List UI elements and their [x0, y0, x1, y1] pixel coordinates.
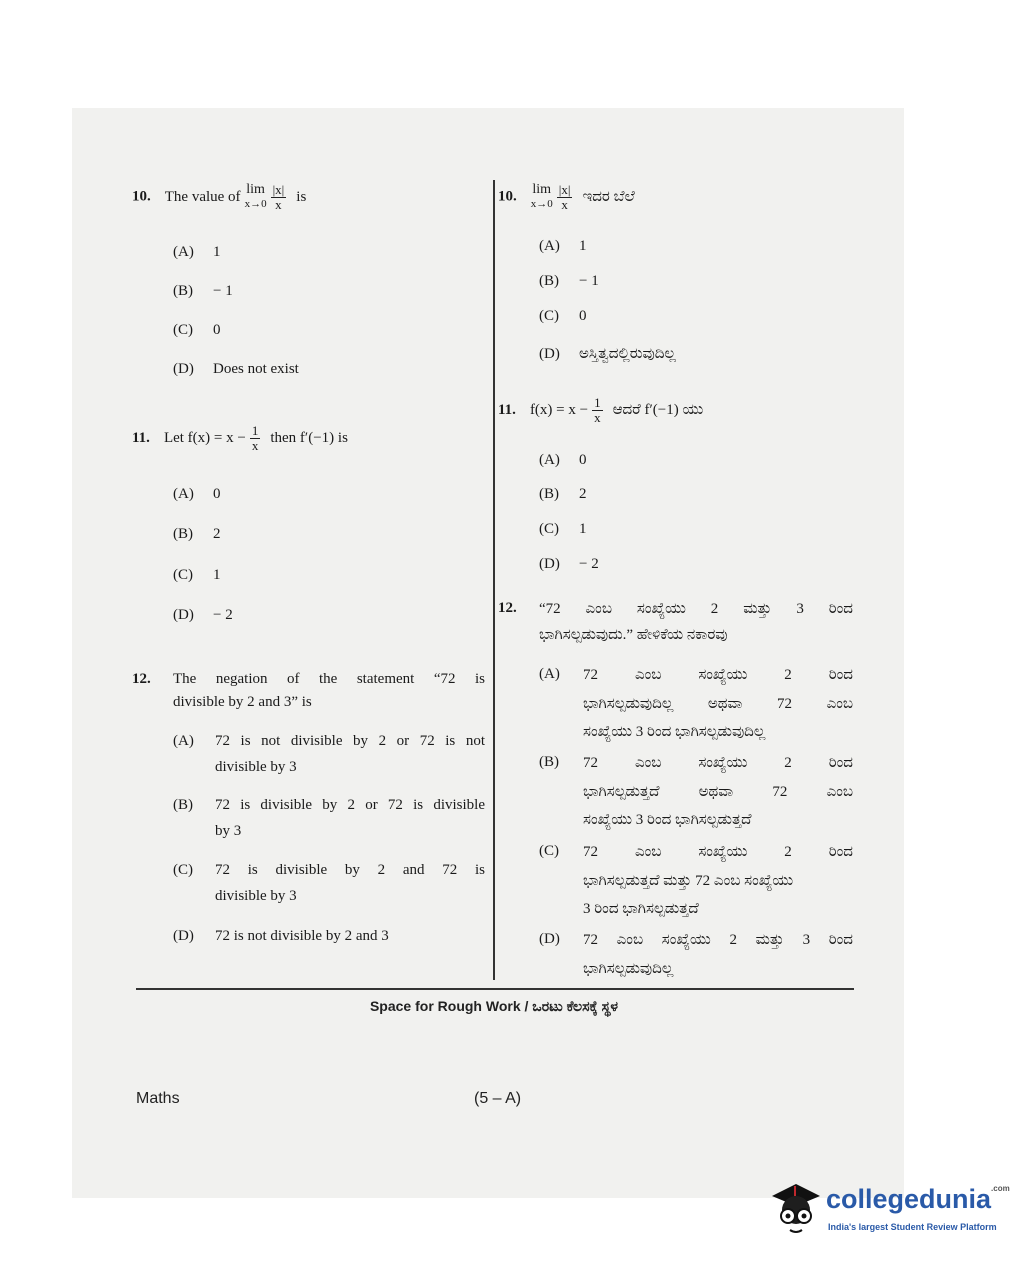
right-q12-text-line1: “72 ಎಂಬ ಸಂಖ್ಯೆಯು 2 ಮತ್ತು 3 ರಿಂದ	[539, 601, 853, 617]
subject-label: Maths	[136, 1090, 180, 1107]
option-label: (D)	[539, 931, 560, 947]
option-label: (A)	[539, 238, 560, 254]
option-text: 1	[213, 567, 221, 583]
option-text-line2: divisible by 3	[215, 888, 297, 904]
option-label: (B)	[539, 273, 559, 289]
fraction-denominator: x	[594, 410, 601, 425]
brand-name	[826, 1184, 1010, 1215]
option-label: (B)	[539, 486, 559, 502]
option-text: − 2	[213, 607, 233, 623]
question-number: 10.	[132, 188, 151, 205]
right-q11-option-a[interactable]	[539, 452, 587, 469]
lim-sub: x→0	[244, 198, 267, 210]
fraction-numerator: |x|	[272, 181, 285, 197]
fraction-numerator: |x|	[558, 181, 571, 197]
fraction-denominator: x	[275, 196, 282, 212]
lim-label: lim	[532, 182, 552, 197]
option-label: (D)	[173, 607, 194, 623]
left-q12-number: 12.	[132, 671, 151, 687]
option-text: 1	[579, 521, 587, 537]
left-q10-option-d[interactable]	[173, 361, 299, 378]
left-q11-option-a[interactable]	[173, 486, 221, 503]
option-text: − 1	[213, 283, 233, 299]
option-text: 0	[213, 322, 221, 338]
option-label: (A)	[173, 244, 194, 260]
option-label: (C)	[539, 308, 559, 324]
option-label: (C)	[173, 862, 193, 878]
option-text-line3: 3 ರಿಂದ ಭಾಗಿಸಲ್ಪಡುತ್ತದೆ	[583, 901, 699, 917]
option-text-line1: 72 ಎಂಬ ಸಂಖ್ಯೆಯು 2 ರಿಂದ	[583, 755, 853, 771]
option-label: (D)	[173, 928, 194, 944]
left-q10-stem	[132, 182, 306, 212]
fraction-denominator: x	[251, 438, 259, 453]
option-label: (B)	[173, 283, 193, 299]
left-q11-stem	[132, 424, 348, 453]
fraction	[250, 424, 261, 453]
option-text: 2	[579, 486, 587, 502]
option-text-line1: 72 ಎಂಬ ಸಂಖ್ಯೆಯು 2 ಮತ್ತು 3 ರಿಂದ	[583, 932, 853, 948]
option-label: (D)	[539, 346, 560, 362]
lim-label: lim	[246, 182, 265, 197]
option-text-line2: ಭಾಗಿಸಲ್ಪಡುವುದಿಲ್ಲ	[583, 961, 674, 977]
fraction	[592, 396, 603, 425]
right-q10-option-a[interactable]	[539, 238, 587, 255]
left-q10-option-a[interactable]	[173, 244, 221, 261]
fraction	[557, 183, 573, 212]
question-text: The value of	[164, 188, 241, 205]
fraction-numerator: 1	[594, 395, 601, 410]
option-text-line1: 72 is not divisible by 2 or 72 is not	[215, 733, 485, 749]
left-q10-option-b[interactable]	[173, 283, 233, 300]
option-label: (A)	[173, 486, 194, 502]
left-q11-option-d[interactable]	[173, 607, 233, 624]
right-q10-stem	[498, 182, 635, 212]
option-label: (A)	[539, 666, 560, 682]
option-label: (C)	[539, 843, 559, 859]
question-number: 11.	[132, 430, 150, 447]
brand-suffix: .com	[991, 1184, 1010, 1193]
option-text: ಅಸ್ತಿತ್ವದಲ್ಲಿರುವುದಿಲ್ಲ	[579, 346, 676, 362]
option-text-line1: 72 is not divisible by 2 and 3	[215, 928, 389, 944]
option-text-line2: ಭಾಗಿಸಲ್ಪಡುತ್ತದೆ ಮತ್ತು 72 ಎಂಬ ಸಂಖ್ಯೆಯು	[583, 873, 794, 889]
option-label: (C)	[173, 567, 193, 583]
option-text-line2: divisible by 3	[215, 759, 297, 775]
option-text-line3: ಸಂಖ್ಯೆಯು 3 ರಿಂದ ಭಾಗಿಸಲ್ಪಡುವುದಿಲ್ಲ	[583, 724, 766, 740]
option-text: 0	[213, 486, 221, 502]
right-q10-option-d[interactable]	[539, 345, 676, 363]
option-text-line2: ಭಾಗಿಸಲ್ಪಡುತ್ತದೆ ಅಥವಾ 72 ಎಂಬ	[583, 784, 853, 800]
lim-sub: x→0	[530, 198, 553, 210]
option-text: 0	[579, 452, 587, 468]
right-q12-number: 12.	[498, 600, 517, 616]
option-text-line1: 72 ಎಂಬ ಸಂಖ್ಯೆಯು 2 ರಿಂದ	[583, 667, 853, 683]
option-text: 1	[579, 238, 587, 254]
brand-tagline: India's largest Student Review Platform	[828, 1222, 997, 1232]
right-q11-option-c[interactable]	[539, 521, 587, 538]
right-q10-option-b[interactable]	[539, 273, 599, 290]
option-text: 2	[213, 526, 221, 542]
option-text: − 1	[579, 273, 599, 289]
option-label: (B)	[539, 754, 559, 770]
option-label: (B)	[173, 797, 193, 813]
left-q12-text-line2: divisible by 2 and 3” is	[173, 694, 312, 710]
right-q11-stem	[498, 396, 703, 425]
option-text-line2: by 3	[215, 823, 242, 839]
option-label: (C)	[173, 322, 193, 338]
option-text-line1: 72 ಎಂಬ ಸಂಖ್ಯೆಯು 2 ರಿಂದ	[583, 844, 853, 860]
right-q12-text-line2: ಭಾಗಿಸಲ್ಪಡುವುದು.” ಹೇಳಿಕೆಯ ನಕಾರವು	[539, 627, 728, 643]
option-label: (B)	[173, 526, 193, 542]
left-q11-option-b[interactable]	[173, 526, 221, 543]
fraction-numerator: 1	[251, 423, 259, 438]
right-q11-option-d[interactable]	[539, 556, 599, 573]
rough-work-caption: Space for Rough Work / ಒರಟು ಕೆಲಸಕ್ಕೆ ಸ್ಥಳ	[369, 998, 619, 1014]
question-suffix: then f′(−1) is	[270, 430, 348, 447]
question-suffix: ಇದರ ಬೆಲೆ	[582, 188, 635, 205]
option-label: (D)	[173, 361, 194, 377]
option-text: 1	[213, 244, 221, 260]
question-number: 11.	[498, 402, 516, 419]
left-q12-text-line1: The negation of the statement “72 is	[173, 671, 485, 687]
option-label: (D)	[539, 556, 560, 572]
option-text: 0	[579, 308, 587, 324]
brand-name-text: collegedunia	[826, 1184, 992, 1214]
question-suffix: ಆದರೆ f′(−1) ಯು	[612, 402, 704, 419]
column-divider	[493, 180, 495, 980]
fraction	[271, 183, 287, 212]
mascot-icon	[768, 1180, 824, 1242]
option-label: (A)	[539, 452, 560, 468]
footer-rule	[136, 988, 854, 990]
option-text-line1: 72 is divisible by 2 and 72 is	[215, 862, 485, 878]
question-text: Let f(x) = x −	[163, 430, 246, 447]
right-q11-option-b[interactable]	[539, 486, 587, 503]
option-label: (A)	[173, 733, 194, 749]
limit-expression	[531, 182, 553, 212]
fraction-denominator: x	[561, 196, 568, 212]
option-text-line2: ಭಾಗಿಸಲ್ಪಡುವುದಿಲ್ಲ ಅಥವಾ 72 ಎಂಬ	[583, 696, 853, 712]
option-label: (C)	[539, 521, 559, 537]
exam-sheet	[72, 108, 904, 1198]
right-q10-option-c[interactable]	[539, 308, 587, 325]
option-text: − 2	[579, 556, 599, 572]
left-q10-option-c[interactable]	[173, 322, 221, 339]
option-text-line3: ಸಂಖ್ಯೆಯು 3 ರಿಂದ ಭಾಗಿಸಲ್ಪಡುತ್ತದೆ	[583, 812, 752, 828]
left-q11-option-c[interactable]	[173, 567, 221, 584]
question-text: f(x) = x −	[529, 402, 589, 419]
option-text-line1: 72 is divisible by 2 or 72 is divisible	[215, 797, 485, 813]
limit-expression	[245, 182, 267, 212]
question-suffix: is	[296, 188, 307, 205]
question-number: 10.	[498, 188, 517, 205]
option-text: Does not exist	[213, 361, 299, 377]
collegedunia-logo	[768, 1176, 1010, 1248]
page-number: (5 – A)	[474, 1090, 522, 1107]
